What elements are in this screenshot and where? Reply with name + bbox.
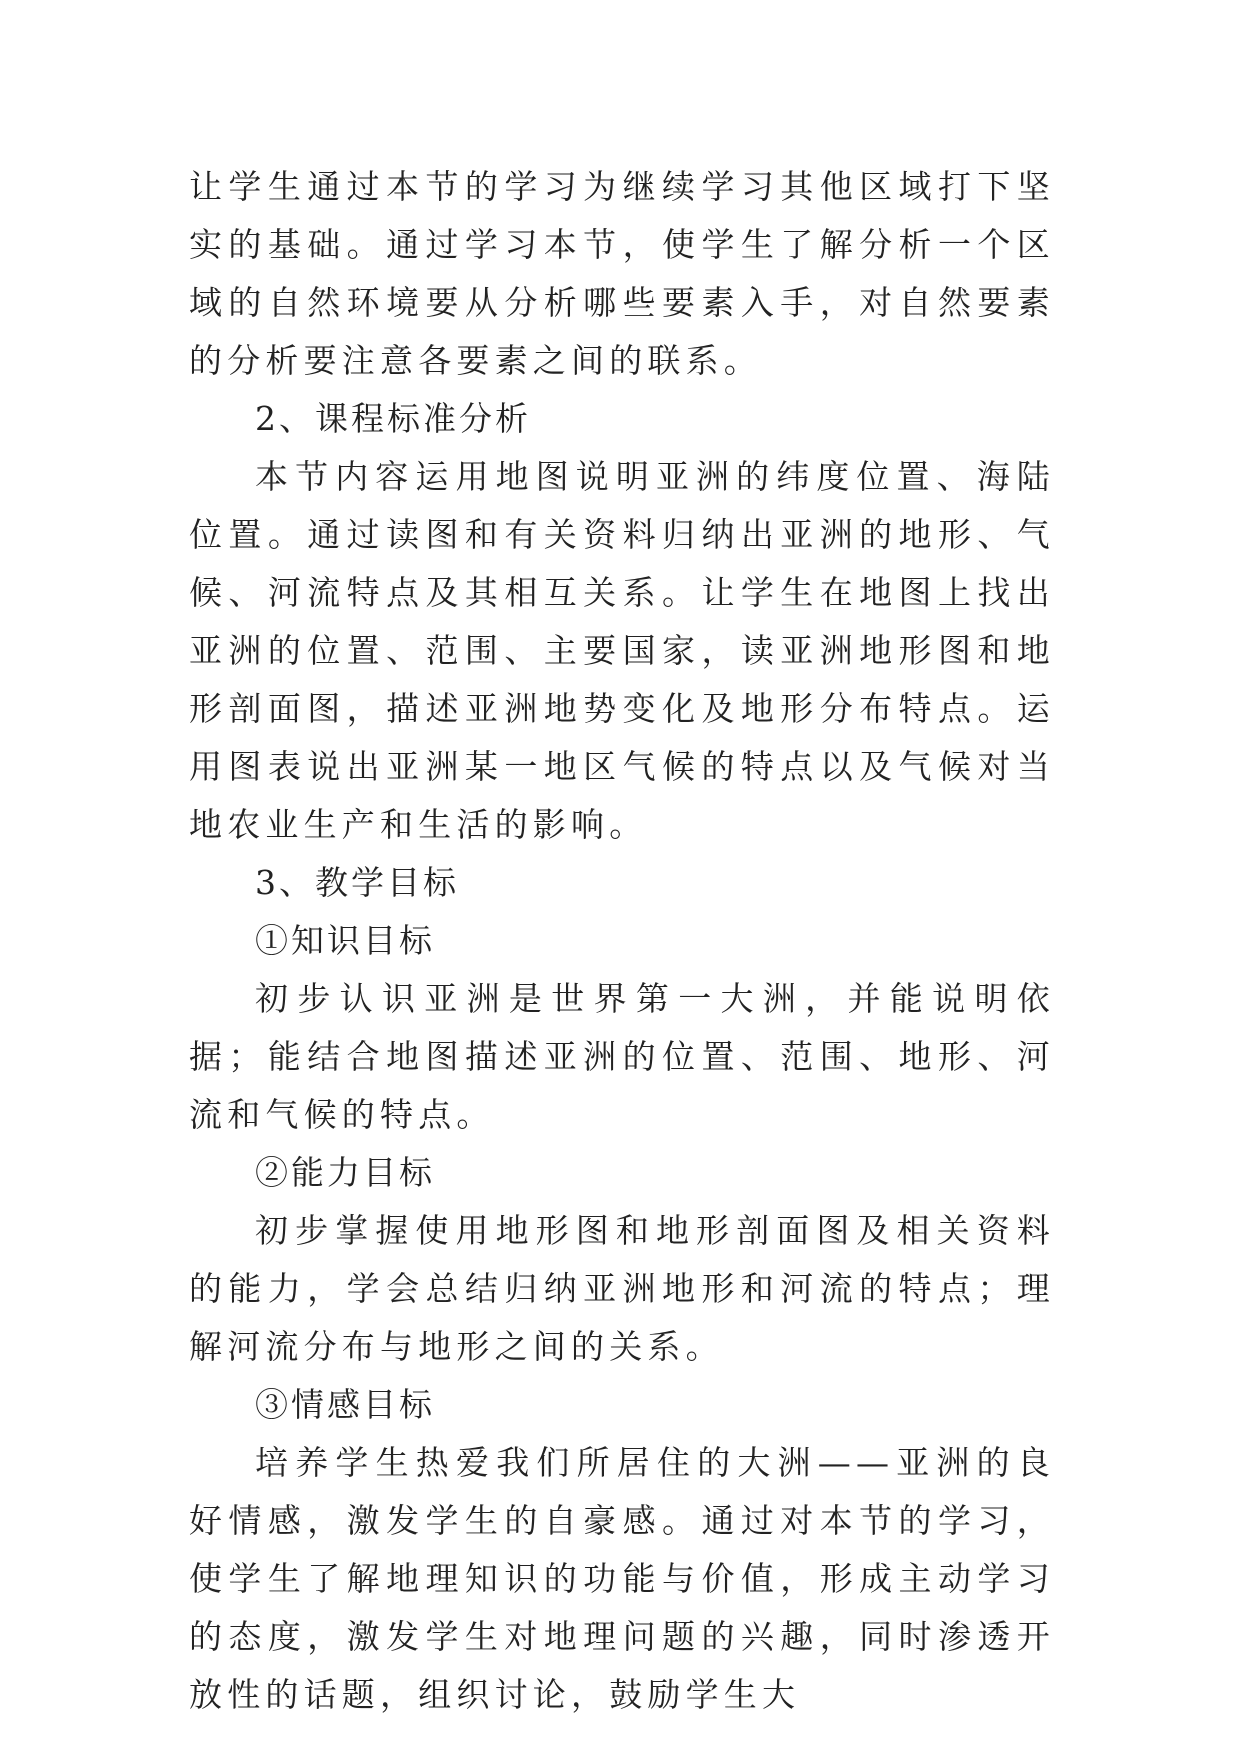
heading-knowledge-goal: ①知识目标 [255, 921, 435, 960]
heading-curriculum-analysis: 2、课程标准分析 [255, 399, 531, 438]
heading-teaching-goals: 3、教学目标 [255, 863, 459, 902]
heading-ability-goal: ②能力目标 [255, 1153, 435, 1192]
paragraph-emotion-goal: 培养学生热爱我们所居住的大洲——亚洲的良好情感，激发学生的自豪感。通过对本节的学习，使学生了解地理知识的功能与价值，形成主动学习的态度，激发学生对地理问题的兴趣，同时渗透开放性的话题，组织讨论，鼓励学生大 [189, 1443, 1055, 1714]
document-body [189, 158, 1055, 1724]
paragraph-intro: 让学生通过本节的学习为继续学习其他区域打下坚实的基础。通过学习本节，使学生了解分析一个区域的自然环境要从分析哪些要素入手，对自然要素的分析要注意各要素之间的联系。 [189, 167, 1055, 380]
paragraph-ability-goal: 初步掌握使用地形图和地形剖面图及相关资料的能力，学会总结归纳亚洲地形和河流的特点；理解河流分布与地形之间的关系。 [189, 1211, 1055, 1366]
heading-emotion-goal: ③情感目标 [255, 1385, 435, 1424]
paragraph-knowledge-goal: 初步认识亚洲是世界第一大洲，并能说明依据；能结合地图描述亚洲的位置、范围、地形、河流和气候的特点。 [189, 979, 1055, 1134]
paragraph-curriculum-analysis: 本节内容运用地图说明亚洲的纬度位置、海陆位置。通过读图和有关资料归纳出亚洲的地形、气候、河流特点及其相互关系。让学生在地图上找出亚洲的位置、范围、主要国家，读亚洲地形图和地形剖面图，描述亚洲地势变化及地形分布特点。运用图表说出亚洲某一地区气候的特点以及气候对当地农业生产和生活的影响。 [189, 457, 1055, 844]
